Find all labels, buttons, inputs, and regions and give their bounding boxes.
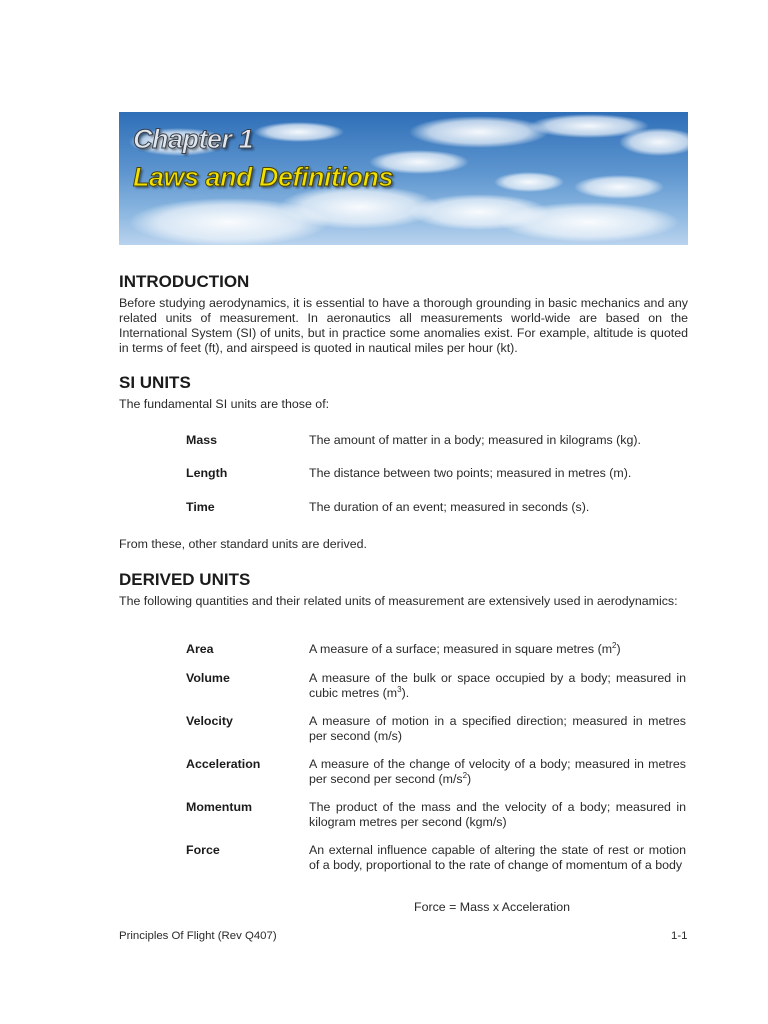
desc-text: A measure of motion in a specified direction; measured in metres per second (m/s) [309, 714, 686, 743]
superscript: 2 [612, 640, 617, 650]
si-unit-desc: The duration of an event; measured in seconds (s). [309, 500, 590, 514]
si-units-outro: From these, other standard units are derived. [119, 537, 367, 551]
si-unit-desc: The distance between two points; measured in metres (m). [309, 466, 632, 480]
force-formula: Force = Mass x Acceleration [414, 900, 570, 914]
si-unit-term: Time [186, 500, 215, 514]
si-units-heading: SI UNITS [119, 373, 191, 392]
si-unit-desc: The amount of matter in a body; measured in kilograms (kg). [309, 433, 641, 447]
introduction-paragraph: Before studying aerodynamics, it is essential to have a thorough grounding in basic mechanics and any related units of measurement. In aeronautics all measurements world-wide are based on the International System (SI) of units, but in practice some anomalies exist. For example, altitude is quoted in terms of feet (ft), and airspeed is quoted in nautical miles per hour (kt). [119, 296, 688, 355]
derived-unit-term: Momentum [186, 800, 253, 814]
derived-units-intro: The following quantities and their related units of measurement are extensively used in aerodynamics: [119, 594, 678, 608]
desc-text: A measure of the bulk or space occupied by a body; measured in cubic metres (m [309, 671, 686, 700]
desc-text: A measure of the change of velocity of a body; measured in metres per second per second (m/s [309, 757, 686, 786]
derived-unit-term: Area [186, 642, 214, 656]
chapter-banner [119, 112, 688, 245]
chapter-title: Laws and Definitions [133, 162, 394, 192]
desc-text: The product of the mass and the velocity of a body; measured in kilogram metres per second (kgm/s) [309, 800, 686, 829]
derived-unit-term: Force [186, 843, 220, 857]
introduction-heading: INTRODUCTION [119, 272, 250, 291]
derived-unit-term: Velocity [186, 714, 233, 728]
page-number: 1-1 [671, 930, 688, 942]
derived-unit-desc [309, 800, 686, 830]
desc-text-end: ) [616, 642, 621, 656]
footer-book-title: Principles Of Flight (Rev Q407) [119, 930, 277, 942]
desc-text-end: ) [467, 772, 472, 786]
derived-unit-desc [309, 714, 686, 744]
desc-text: A measure of a surface; measured in square metres (m [309, 642, 613, 656]
desc-text: An external influence capable of altering the state of rest or motion of a body, proportional to the rate of change of momentum of a body [309, 843, 686, 872]
si-unit-term: Mass [186, 433, 217, 447]
derived-unit-term: Acceleration [186, 757, 261, 771]
derived-unit-desc [309, 757, 686, 787]
si-unit-term: Length [186, 466, 228, 480]
si-units-intro: The fundamental SI units are those of: [119, 397, 330, 411]
superscript: 3 [397, 684, 402, 694]
derived-unit-desc [309, 843, 686, 873]
chapter-number: Chapter 1 [133, 124, 254, 154]
superscript: 2 [462, 770, 468, 780]
derived-unit-desc [309, 671, 686, 701]
derived-units-heading: DERIVED UNITS [119, 570, 251, 589]
derived-unit-term: Volume [186, 671, 230, 685]
desc-text-end: ). [401, 686, 410, 700]
derived-unit-desc [309, 642, 686, 657]
